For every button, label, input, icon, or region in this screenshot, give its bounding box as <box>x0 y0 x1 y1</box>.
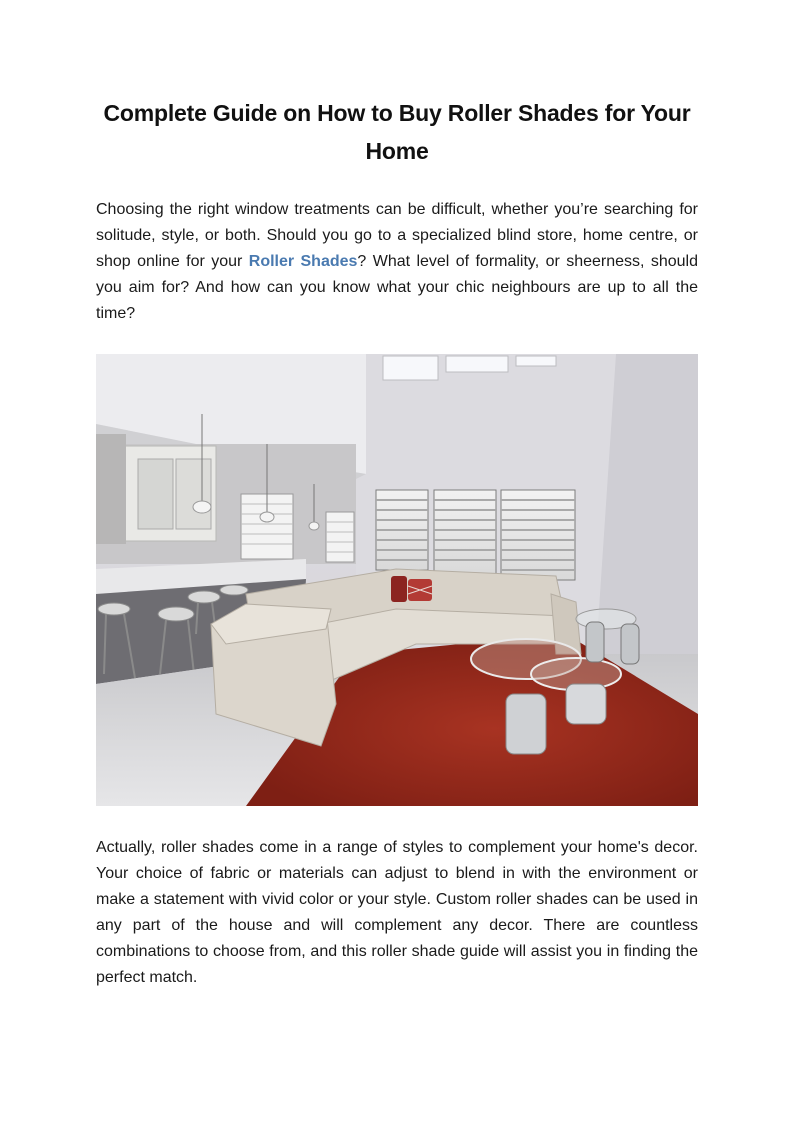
body-paragraph: Actually, roller shades come in a range of styles to complement your home's decor. Your choice of fabric or materials can adjust to blend in with the environment or make a statement with vivid color or your style. Custom roller shades can be used in any part of the house and will complement any decor. There are countless combinations to choose from, and this roller shade guide will assist you in finding the perfect match. <box>96 839 698 986</box>
living-room-photo <box>96 354 698 806</box>
intro-text-after-link: ? What level of formality, or sheerness, should you aim for? And how can you know what your chic neighbours are up to all the time? <box>96 253 698 322</box>
intro-text-before-link: Choosing the right window treatments can be difficult, whether you’re searching for solitude, style, or both. Should you go to a specialized blind store, home centre, or shop online for your <box>96 201 698 270</box>
intro-paragraph <box>96 197 698 327</box>
page-title: Complete Guide on How to Buy Roller Shades for Your Home <box>103 100 691 164</box>
roller-shades-link[interactable]: Roller Shades <box>248 253 358 270</box>
